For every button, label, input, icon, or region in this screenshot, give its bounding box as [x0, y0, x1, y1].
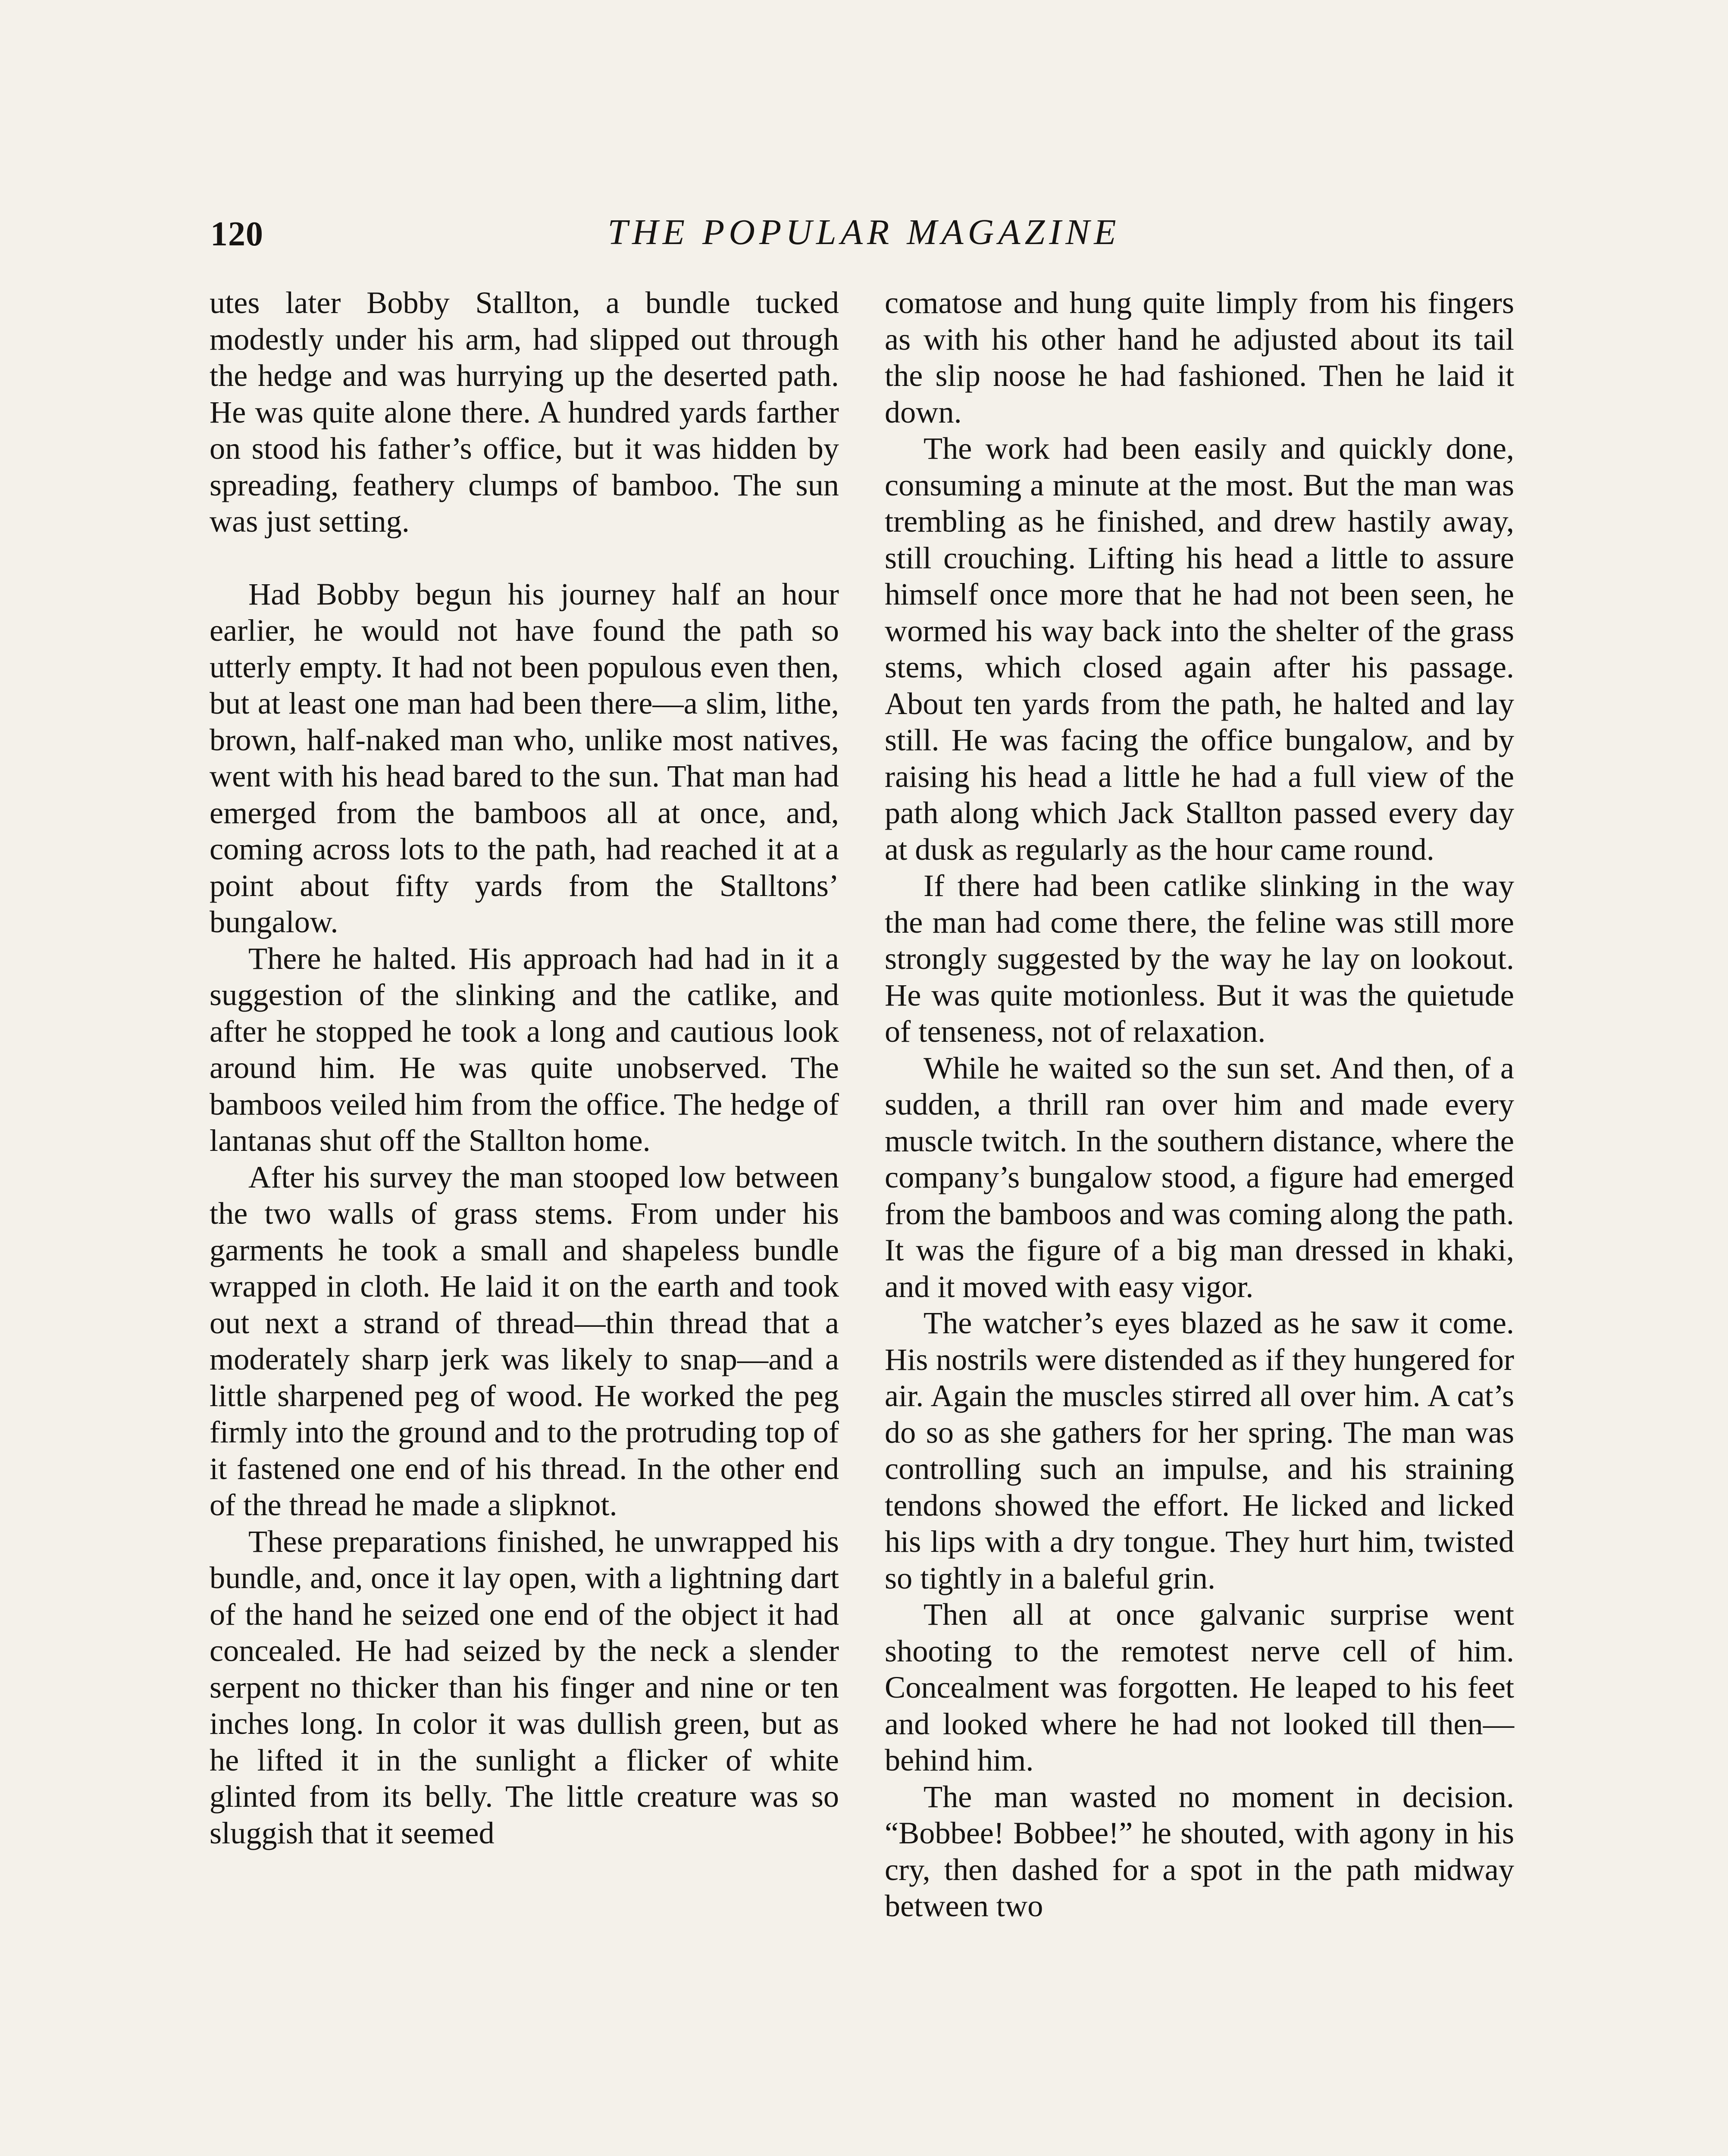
paragraph: Then all at once galvanic surprise went shooting to the remotest nerve cell of him. Concealment was forgotten. He leaped to his feet and looked where he had not looked till then—behind him.: [885, 1597, 1514, 1777]
paragraph: Had Bobby begun his journey half an hour earlier, he would not have found the path so utterly empty. It had not been populous even then, but at least one man had been there—a slim, lithe, brown, half-naked man who, unlike most natives, went with his head bared to the sun. That man had emerged from the bamboos all at once, and, coming across lots to the path, had reached it at a point about fifty yards from the Stalltons’ bungalow.: [210, 577, 839, 939]
text-column-right: [885, 285, 1514, 1924]
text-column-left: [210, 285, 839, 1851]
page-number: 120: [210, 215, 263, 253]
paragraph: While he waited so the sun set. And then, of a sudden, a thrill ran over him and made every muscle twitch. In the southern distance, where the company’s bungalow stood, a figure had emerged from the bamboos and was coming along the path. It was the figure of a big man dressed in khaki, and it moved with easy vigor.: [885, 1050, 1514, 1304]
paragraph: comatose and hung quite limply from his fingers as with his other hand he adjusted about its tail the slip noose he had fashioned. Then he laid it down.: [885, 285, 1514, 429]
paragraph: The work had been easily and quickly done, consuming a minute at the most. But the man was trembling as he finished, and drew hastily away, still crouching. Lifting his head a little to assure himself once more that he had not been seen, he wormed his way back into the shelter of the grass stems, which closed again after his passage. About ten yards from the path, he halted and lay still. He was facing the office bungalow, and by raising his head a little he had a full view of the path along which Jack Stallton passed every day at dusk as regularly as the hour came round.: [885, 431, 1514, 867]
paragraph: The man wasted no moment in decision. “Bobbee! Bobbee!” he shouted, with agony in his cry, then dashed for a spot in the path midway between two: [885, 1779, 1514, 1923]
paragraph: There he halted. His approach had had in it a suggestion of the slinking and the catlike, and after he stopped he took a long and cautious look around him. He was quite unobserved. The bamboos veiled him from the office. The hedge of lantanas shut off the Stallton home.: [210, 941, 839, 1158]
paragraph: If there had been catlike slinking in the way the man had come there, the feline was still more strongly suggested by the way he lay on lookout. He was quite motionless. But it was the quietude of tenseness, not of relaxation.: [885, 868, 1514, 1049]
paragraph: utes later Bobby Stallton, a bundle tucked modestly under his arm, had slipped out through the hedge and was hurrying up the deserted path. He was quite alone there. A hundred yards farther on stood his father’s office, but it was hidden by spreading, feathery clumps of bamboo. The sun was just setting.: [210, 285, 839, 539]
paragraph: The watcher’s eyes blazed as he saw it come. His nostrils were distended as if they hungered for air. Again the muscles stirred all over him. A cat’s do so as she gathers for her spring. The man was controlling such an impulse, and his straining tendons showed the effort. He licked and licked his lips with a dry tongue. They hurt him, twisted so tightly in a baleful grin.: [885, 1306, 1514, 1595]
magazine-title: THE POPULAR MAGAZINE: [607, 212, 1121, 252]
paragraph: After his survey the man stooped low between the two walls of grass stems. From under his garments he took a small and shapeless bundle wrapped in cloth. He laid it on the earth and took out next a strand of thread—thin thread that a moderately sharp jerk was likely to snap—and a little sharpened peg of wood. He worked the peg firmly into the ground and to the protruding top of it fastened one end of his thread. In the other end of the thread he made a slipknot.: [210, 1159, 839, 1522]
paragraph: These preparations finished, he unwrapped his bundle, and, once it lay open, with a lightning dart of the hand he seized one end of the object it had concealed. He had seized by the neck a slender serpent no thicker than his finger and nine or ten inches long. In color it was dullish green, but as he lifted it in the sunlight a flicker of white glinted from its belly. The little creature was so sluggish that it seemed: [210, 1524, 839, 1850]
